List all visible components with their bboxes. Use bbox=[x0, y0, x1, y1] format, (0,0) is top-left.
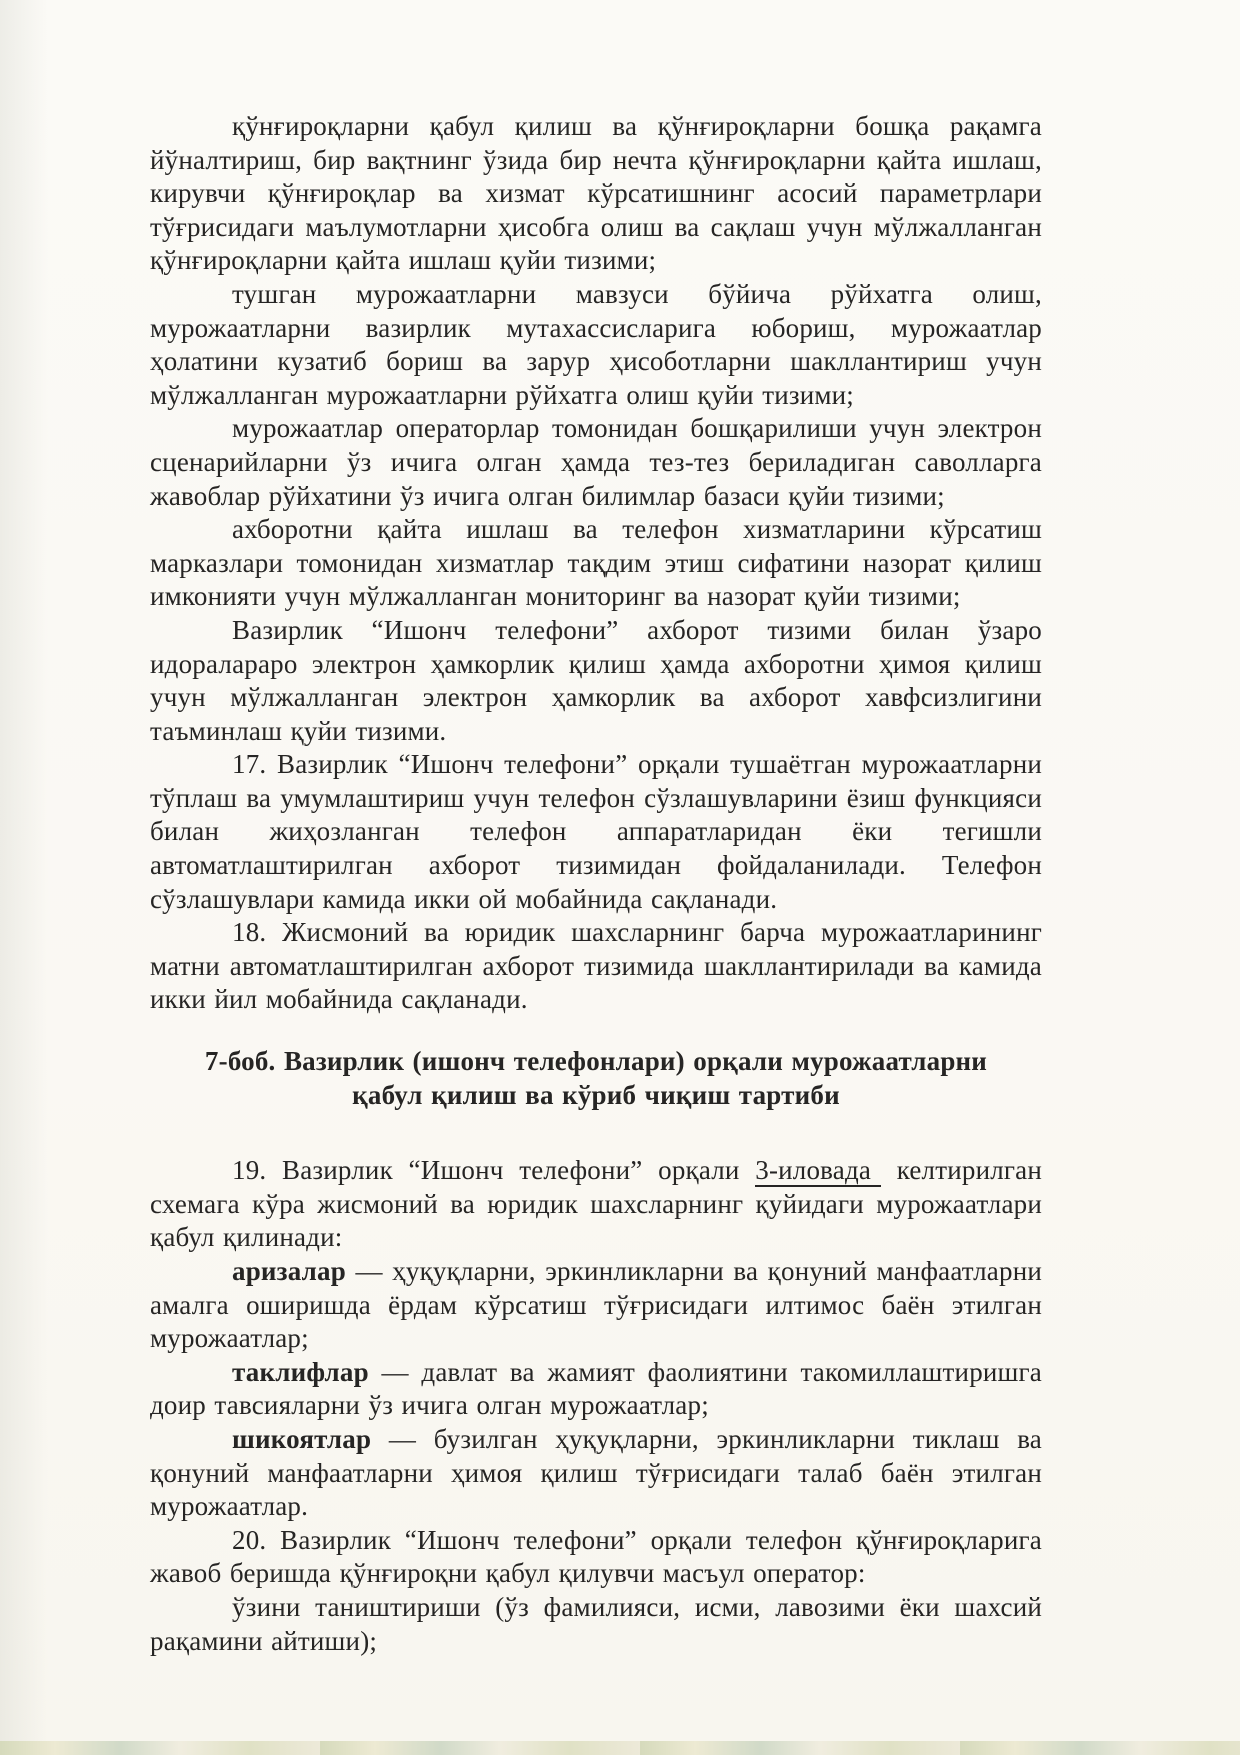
term-takliflar: таклифлар bbox=[232, 1356, 369, 1387]
para-item-19 bbox=[150, 1154, 1042, 1255]
term-arizalar: аризалар bbox=[232, 1256, 346, 1286]
definition-takliflar-text: — давлат ва жамият фаолиятини такомиллаштиришга доир тавсияларни ўз ичига олган мурожаатлар; bbox=[150, 1356, 1042, 1421]
scan-left-edge-shading bbox=[0, 0, 60, 1755]
definition-shikoyatlar-text: — бузилган ҳуқуқларни, эркинликларни тиклаш ва қонуний манфаатларни ҳимоя қилиш тўғрисидаги талаб баён этилган мурожаатлар. bbox=[150, 1423, 1042, 1522]
definition-takliflar bbox=[150, 1356, 1042, 1423]
para-item-20: 20. Вазирлик “Ишонч телефони” орқали телефон қўнғироқларига жавоб беришда қўнғироқни қабул қилувчи масъул оператор: bbox=[150, 1524, 1042, 1589]
document-body bbox=[150, 110, 1042, 1658]
para-subsystem-security: Вазирлик “Ишонч телефони” ахборот тизими билан ўзаро идоралараро электрон ҳамкорлик қилиш ҳамда ахборотни ҳимоя қилиш учун мўлжалланган электрон ҳамкорлик ва ахборот хавфсизлигини таъминлаш қуйи тизими. bbox=[150, 614, 1042, 746]
definition-shikoyatlar bbox=[150, 1423, 1042, 1524]
para-operator-introduce: ўзини таништириши (ўз фамилияси, исми, лавозими ёки шахсий рақамини айтиши); bbox=[150, 1591, 1042, 1656]
definition-arizalar-text: — ҳуқуқларни, эркинликларни ва қонуний манфаатларни амалга оширишда ёрдам кўрсатиш тўғрисидаги илтимос баён этилган мурожаатлар; bbox=[150, 1256, 1042, 1354]
para-19-after: келтирилган схемага кўра жисмоний ва юридик шахсларнинг қуйидаги мурожаатлари қабул қилинади: bbox=[150, 1155, 1043, 1253]
para-subsystem-knowledge-base: мурожаатлар операторлар томонидан бошқарилиши учун электрон сценарийларни ўз ичига олган ҳамда тез-тез бериладиган саволларга жавоблар рўйхатини ўз ичига олган билимлар базаси қуйи тизими; bbox=[150, 413, 1042, 511]
scan-bottom-edge-artifact bbox=[0, 1741, 1240, 1755]
chapter-7-heading: 7-боб. Вазирлик (ишонч телефонлари) орқали мурожаатларни қабул қилиш ва кўриб чиқиш тартиби bbox=[204, 1046, 988, 1110]
para-19-before: 19. Вазирлик “Ишонч телефони” орқали bbox=[232, 1155, 756, 1186]
para-item-18: 18. Жисмоний ва юридик шахсларнинг барча мурожаатларининг матни автоматлаштирилган ахборот тизимида шакллантирилади ва камида икки йил мобайнида сақланади. bbox=[150, 917, 1042, 1015]
para-subsystem-call-processing: қўнғироқларни қабул қилиш ва қўнғироқларни бошқа рақамга йўналтириш, бир вақтнинг ўзида бир нечта қўнғироқларни қайта ишлаш, кирувчи қўнғироқлар ва хизмат кўрсатишнинг асосий параметрлари тўғрисидаги маълумотларни ҳисобга олиш ва сақлаш учун мўлжалланган қўнғироқларни қайта ишлаш қуйи тизими; bbox=[150, 111, 1042, 276]
para-subsystem-registration: тушган мурожаатларни мавзуси бўйича рўйхатга олиш, мурожаатларни вазирлик мутахассисларига юбориш, мурожаатлар ҳолатини кузатиб бориш ва зарур ҳисоботларни шакллантириш учун мўлжалланган мурожаатларни рўйхатга олиш қуйи тизими; bbox=[150, 278, 1042, 410]
para-item-17: 17. Вазирлик “Ишонч телефони” орқали тушаётган мурожаатларни тўплаш ва умумлаштириш учун телефон сўзлашувларини ёзиш функцияси билан жиҳозланган телефон аппаратларидан ёки тегишли автоматлаштирилган ахборот тизимидан фойдаланилади. Телефон сўзлашувлари камида икки ой мобайнида сақланади. bbox=[150, 749, 1042, 914]
para-subsystem-monitoring: ахборотни қайта ишлаш ва телефон хизматларини кўрсатиш марказлари томонидан хизматлар тақдим этиш сифатини назорат қилиш имконияти учун мўлжалланган мониторинг ва назорат қуйи тизими; bbox=[150, 514, 1042, 612]
term-shikoyatlar: шикоятлар bbox=[232, 1423, 372, 1454]
definition-arizalar bbox=[150, 1255, 1042, 1356]
annex-3-underlined-reference: 3-иловада bbox=[755, 1155, 881, 1187]
